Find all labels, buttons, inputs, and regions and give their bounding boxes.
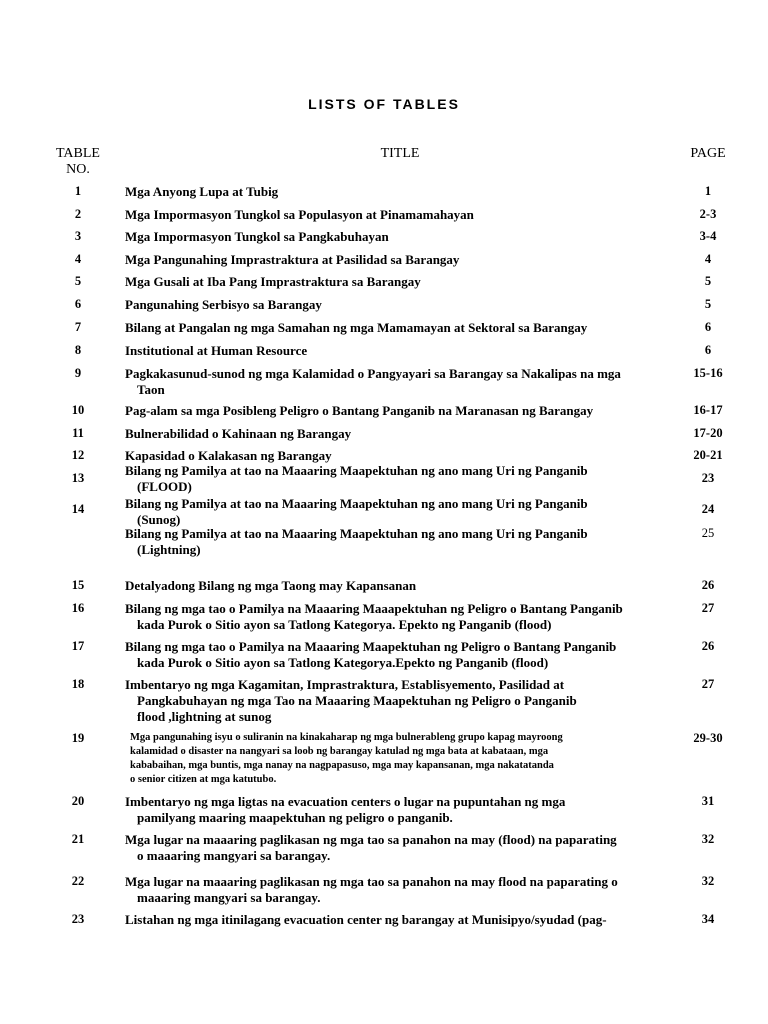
table-title[interactable] [111,874,680,906]
title-line: Taon [137,382,165,397]
title-line: o senior citizen at mga katutubo. [130,774,277,785]
table-title[interactable] [111,403,680,419]
page-number: 23 [701,471,715,485]
column-header-table-no-line2: NO. [66,162,90,177]
table-number: 14 [71,502,85,516]
title-line: (FLOOD) [137,479,192,494]
table-number: 21 [71,832,85,846]
table-title[interactable] [116,731,670,787]
table-title[interactable] [111,343,680,359]
page-number: 31 [701,794,715,808]
table-title[interactable] [111,448,680,464]
table-title[interactable] [111,229,680,245]
page-number: 3-4 [699,229,717,243]
table-title[interactable] [111,578,680,594]
page-number: 1 [704,184,712,198]
table-number: 22 [71,874,85,888]
table-number: 2 [74,207,82,221]
table-title[interactable] [111,496,680,528]
table-number: 16 [71,601,85,615]
title-line: Imbentaryo ng mga Kagamitan, Imprastraktura, Establisyemento, Pasilidad at [125,677,565,692]
table-number: 9 [74,366,82,380]
table-title[interactable] [111,912,680,928]
table-number: 13 [71,471,85,485]
title-line: Listahan ng mga itinilagang evacuation center ng barangay at Munisipyo/syudad (pag- [125,912,607,927]
table-number: 18 [71,677,85,691]
title-line: Institutional at Human Resource [125,343,308,358]
page-number: 4 [704,252,712,266]
page-number: 32 [701,832,715,846]
page-number: 17-20 [693,426,723,440]
table-number: 5 [74,274,82,288]
page-number: 32 [701,874,715,888]
title-line: Bilang ng Pamilya at tao na Maaaring Maapektuhan ng ano mang Uri ng Panganib [125,463,588,478]
table-title[interactable] [111,184,680,200]
title-line: Mga Gusali at Iba Pang Imprastraktura sa Barangay [125,274,421,289]
title-line: kada Purok o Sitio ayon sa Tatlong Kategorya. Epekto ng Panganib (flood) [137,617,552,632]
title-line: Mga Pangunahing Imprastraktura at Pasilidad sa Barangay [125,252,460,267]
title-line: flood ,lightning at sunog [137,709,272,724]
column-header-table-no-line1: TABLE [56,146,100,161]
table-number: 23 [71,912,85,926]
title-line: Bilang ng Pamilya at tao na Maaaring Maapektuhan ng ano mang Uri ng Panganib [125,526,588,541]
title-line: Kapasidad o Kalakasan ng Barangay [125,448,332,463]
title-line: kada Purok o Sitio ayon sa Tatlong Kategorya.Epekto ng Panganib (flood) [137,655,549,670]
table-title[interactable] [111,794,680,826]
page-number: 2-3 [699,207,717,221]
page-number: 5 [704,297,712,311]
title-line: Mga lugar na maaaring paglikasan ng mga tao sa panahon na may (flood) na paparating [125,832,617,847]
table-title[interactable] [111,274,680,290]
table-number: 17 [71,639,85,653]
table-number: 6 [74,297,82,311]
page-number: 16-17 [693,403,723,417]
table-number: 7 [74,320,82,334]
table-number: 15 [71,578,85,592]
title-line: Bilang ng mga tao o Pamilya na Maaaring Maapektuhan ng Peligro o Bantang Panganib [125,639,617,654]
page-number: 26 [701,578,715,592]
title-line: Bilang at Pangalan ng mga Samahan ng mga Mamamayan at Sektoral sa Barangay [125,320,588,335]
table-number: 4 [74,252,82,266]
table-number: 19 [71,731,85,745]
title-line: o maaaring mangyari sa barangay. [137,848,331,863]
table-number: 3 [74,229,82,243]
title-line: (Lightning) [137,542,201,557]
table-title[interactable] [111,207,680,223]
table-title[interactable] [111,677,680,725]
table-title[interactable] [111,297,680,313]
title-line: Mga Impormasyon Tungkol sa Pangkabuhayan [125,229,389,244]
table-title[interactable] [111,366,680,398]
title-line: Pangunahing Serbisyo sa Barangay [125,297,322,312]
title-line: Bulnerabilidad o Kahinaan ng Barangay [125,426,352,441]
page-number: 24 [701,502,715,516]
table-title[interactable] [111,526,680,558]
title-line: pamilyang maaring maapektuhan ng peligro o panganib. [137,810,453,825]
title-line: maaaring mangyari sa barangay. [137,890,321,905]
title-line: Bilang ng mga tao o Pamilya na Maaaring Maaapektuhan ng Peligro o Bantang Panganib [125,601,623,616]
table-number: 8 [74,343,82,357]
table-title[interactable] [111,463,680,495]
page-number: 15-16 [693,366,723,380]
title-line: Pagkakasunud-sunod ng mga Kalamidad o Pangyayari sa Barangay sa Nakalipas na mga [125,366,621,381]
table-number: 12 [71,448,85,462]
column-header-table-no [48,146,108,178]
column-header-title: TITLE [380,146,420,161]
table-title[interactable] [111,426,680,442]
title-line: kababaihan, mga buntis, mga nanay na nagpapasuso, mga may kapansanan, mga nakatatanda [130,760,554,771]
page-heading: LISTS OF TABLES [308,96,460,112]
title-line: Mga pangunahing isyu o suliranin na kinakaharap ng mga bulnerableng grupo kapag mayroong [130,732,563,743]
page-number: 5 [704,274,712,288]
title-line: kalamidad o disaster na nangyari sa loob ng barangay katulad ng mga bata at kabataan, mga [130,746,549,757]
title-line: Pangkabuhayan ng mga Tao na Maaaring Maapektuhan ng Peligro o Panganib [137,693,577,708]
page-number: 34 [701,912,715,926]
title-line: (Sunog) [137,512,181,527]
table-number: 10 [71,403,85,417]
page-number: 29-30 [693,731,723,745]
title-line: Detalyadong Bilang ng mga Taong may Kapansanan [125,578,417,593]
title-line: Imbentaryo ng mga ligtas na evacuation centers o lugar na pupuntahan ng mga [125,794,566,809]
page-number: 25 [701,526,715,540]
title-line: Mga Impormasyon Tungkol sa Populasyon at Pinamamahayan [125,207,474,222]
page-number: 26 [701,639,715,653]
title-line: Mga lugar na maaaring paglikasan ng mga tao sa panahon na may flood na paparating o [125,874,618,889]
table-title[interactable] [111,320,680,336]
page-number: 20-21 [693,448,723,462]
table-number: 1 [74,184,82,198]
table-title[interactable] [111,832,680,864]
table-title[interactable] [111,601,680,633]
page-number: 27 [701,677,715,691]
table-number: 11 [72,426,84,440]
title-line: Bilang ng Pamilya at tao na Maaaring Maapektuhan ng ano mang Uri ng Panganib [125,496,588,511]
table-title[interactable] [111,639,680,671]
page-number: 27 [701,601,715,615]
title-line: Pag-alam sa mga Posibleng Peligro o Bantang Panganib na Maranasan ng Barangay [125,403,594,418]
title-line: Mga Anyong Lupa at Tubig [125,184,279,199]
table-title[interactable] [111,252,680,268]
page-number: 6 [704,320,712,334]
page-number: 6 [704,343,712,357]
table-number: 20 [71,794,85,808]
column-header-page: PAGE [690,146,726,161]
